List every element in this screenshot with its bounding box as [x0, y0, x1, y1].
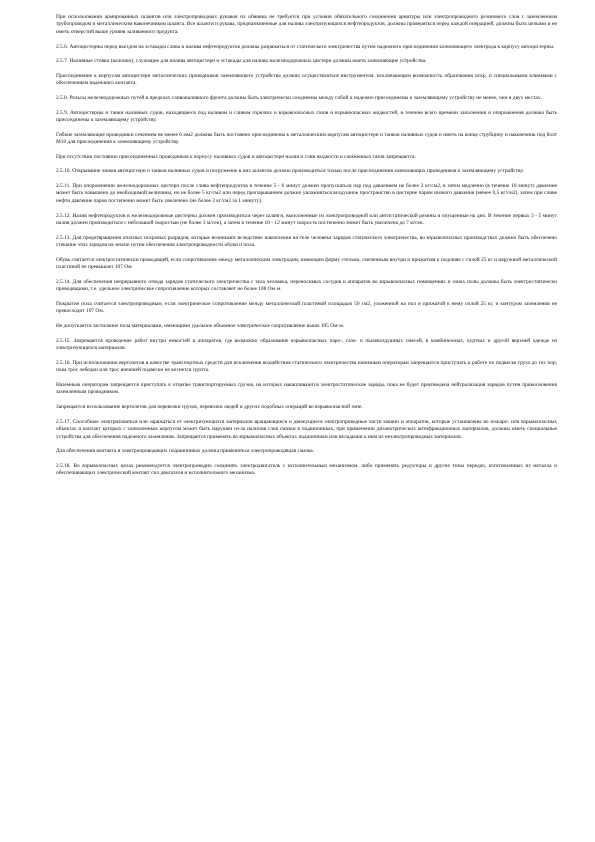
paragraph-2-5-14-floor-covering: Не допускается застилание пола материалами, имеющими удельное объемное электрическое сопротивление выше 105 Ом·м.	[56, 323, 345, 330]
paragraph-2-5-16-helicopter-ban: Запрещается использование вертолетов для перевозки грузов, перевозки людей и других подобных операций во взрывоопасной зоне.	[56, 403, 363, 410]
paragraph-2-5-13: 2.5.13. Для предотвращения опасных искровых разрядов, которые возникают вследствие накопления на теле человека зарядов статического электричества, во взрывоопасных производствах должно быть обеспечено стекание этих зарядов на землю путем обеспечения электропроводности обуви и пола.	[56, 234, 557, 249]
paragraph-2-5-14: 2.5.14. Для обеспечения непрерывного отвода зарядов статического электричества с тела человека, переносимых сосудов и аппаратов во взрывоопасных помещениях и зонах полы должны быть электростатически проводящими, т.е. удельное электрическое сопротивление которых составляет не более 108 Ом·м.	[56, 278, 557, 293]
paragraph-2-5-15: 2.5.15. Запрещается проведение работ внутри емкостей и аппаратов, где возможно образование взрывоопасных паро-, газо- и пылевоздушных смесей, в комбинезонах, куртках и другой верхней одежде из электризующихся материалов.	[56, 337, 557, 352]
paragraph-2-5-18: 2.5.18. Во взрывоопасных цехах рекомендуется электропроводно соединять электродвигатель с исполнительным механизмом, либо применять редукторы и другие типы передач, изготовленных из металла и обеспечивающих электрический контакт сил двигателя и исполнительного механизма.	[56, 462, 557, 477]
paragraph-2-5-12: 2.5.12. Налив нефтепродуктов в железнодорожные цистерны должен производиться через шланги, выполненные из электропроводной или антистатической резины и опущенные на дно. В течение первых 3 - 5 минут налив должен производиться с небольшой скоростью (не более 3 м/сек), а затем в течение 10 - 12 минут скорость постепенно может быть увеличена до 7 м/сек.	[56, 212, 557, 227]
paragraph-2-5-16-ground-operators: Наземным операторам запрещается приступать к отцепке транспортируемых грузов, на которых накапливаются электростатические заряды, пока не будет произведена нейтрализация зарядов путем прикосновения заземленным проводником.	[56, 381, 557, 396]
paragraph-2-5-17-lubricant: Для обеспечения контакта в электропроводящих подшипниках должна применяться электропроводящая смазка.	[56, 448, 314, 455]
paragraph-2-5-9: 2.5.9. Автоцистерны и танки наливных судов, находящиеся под наливом и сливом горючих и взрывоопасных газов и взрывоопасных жидкостей, в течение всего времени заполнения и опорожнения должны быть присоединены к заземляющему устройству.	[56, 109, 557, 124]
paragraph-2-5-13-footwear: Обувь считается электростатически проводящей, если сопротивление между металлическим электродом, имеющим форму стельки, смоченным внутри и прижатым к подошве с силой 25 кг и наружной металлической пластиной не превышает 107 Ом.	[56, 256, 557, 271]
paragraph-2-5-7-connection: Присоединение к корпусам автоцистерн металлических проводников заземляющего устройства должно осуществляться инструментом, исключающим возможность образования искр, и специальными клеммами с обеспечением надежного контакта.	[56, 72, 557, 87]
paragraph-2-5-11: 2.5.11. При опорожнении железнодорожных цистерн после слива нефтепродуктов в течение 5 - 6 минут должен пропускаться пар под давлением не более 2 кг/см2, в затем медленно (в течение 10 минут) давление может быть повышено до необходимой величины, но не более 5 кг/см2 или перед пропариванием должно увлажняться воздушное пространство в цистерне паром низкого давления (менее 0,5 кг/см2), затем при сливе нефти давление паров постепенно может быть увеличено (не более 2 кг/см2 за 1 минуту).	[56, 183, 557, 204]
paragraph-2-5-7: 2.5.7. Наливные стояки (колонки), служащие для налива автоцистерн и эстакады для налива железнодорожных цистерн должны иметь заземляющие устройства.	[56, 58, 427, 65]
paragraph-2-5-9-conductors: Гибкие заземляющие проводники сечением не менее 6 мм2 должны быть постоянно присоединены к металлическим корпусам автоцистерн и танков наливных судов и иметь на конце струбцину и наконечник под болт М10 для присоединения к заземляющему устройству.	[56, 131, 557, 146]
paragraph-2-5-6: 2.5.6. Автоцистерны перед въездом на эстакады слива и налива нефтепродуктов должны разряжаться от статического электричества путем надежного присоединения заземляющего электрода к корпусу автоцистерны.	[56, 43, 555, 50]
paragraph-hoses-intro: При использовании армированных шлангов или электропроводных рукавов их обвивка не требуется при условии обязательного соединения арматуры или электропроводного резинового слоя с заземленным трубопроводом и металлическим наконечником шланга. Все шланги и рукава, предназначенные для налива электризующихся нефтепродуктов, должны проверяться перед каждой операцией, должны быть целыми и не иметь отверстий выше уровня заливаемого продукта.	[56, 14, 557, 35]
paragraph-2-5-9-prohibition: При отсутствии постоянно присоединенных проводников к корпусу наливных судов и автоцистерн налив и слив жидкости и сжиженных газов запрещается.	[56, 153, 416, 160]
paragraph-2-5-16: 2.5.16. При использовании вертолетов в качестве транспортных средств для исключения воздействия статического электричества наземным операторам запрещается приступать к работе по подвеске груза до тех пор, пока трос лебедки или трос внешней подвески не коснется грунта.	[56, 359, 557, 374]
paragraph-2-5-8: 2.5.8. Рельсы железнодорожных путей в пределах сливоналивного фронта должны быть электрически соединены между собой и надежно присоединены к заземляющему устройству не менее, чем в двух местах.	[56, 94, 542, 101]
paragraph-2-5-14-floor-coating: Покрытие пола считается электропроводным, если электрическое сопротивление между металлической пластиной площадью 50 см2, уложенной на пол и прижатой к нему силой 25 кг, и контуром заземления не превосходит 107 Ом.	[56, 300, 557, 315]
paragraph-2-5-17: 2.5.17. Способные электризоваться или заряжаться от электризующихся материалов вращающиеся и движущиеся электропроводные части машин и аппаратов, которые установлены во пожаро- или взрывоопасных объектах и контакт которых с заземленным корпусом может быть нарушен из-за наличия слоя смазки в подшипниках, при применении диэлектрических антифрикционных материалов, должны иметь специальные устройства для обеспечения надежного заземления. Запрещается применять во взрывоопасных объектах подшипники или вкладыши к ним из неэлектропроводных материалов.	[56, 418, 557, 440]
paragraph-2-5-10: 2.5.10. Открывание люков автоцистерн и танков наливных судов и погружение в них шлангов должно производиться только после присоединения заземляющих проводников к заземляющему устройству.	[56, 168, 524, 175]
